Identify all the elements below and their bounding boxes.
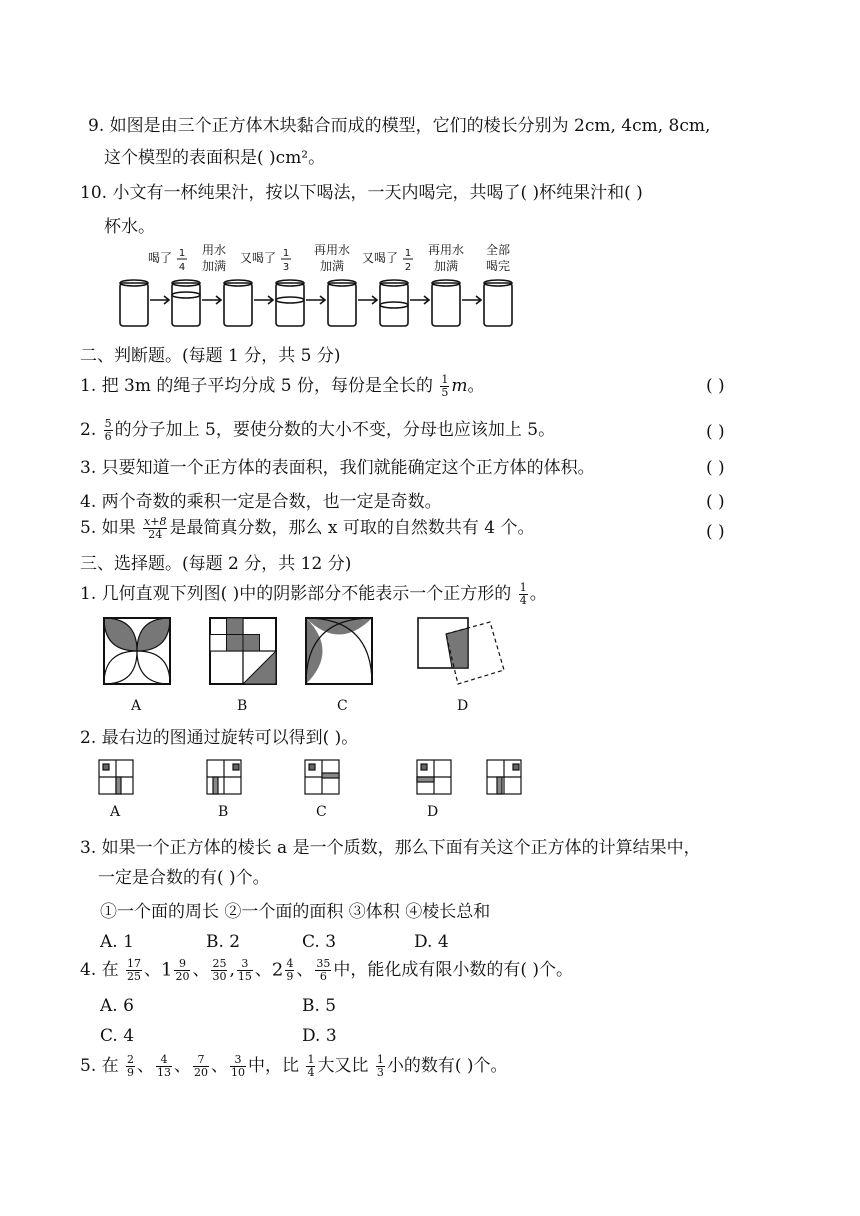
sec3-q3-opt-a[interactable]: A. 1 — [100, 932, 134, 952]
sec3-q5: 5. 在 $\frac{2}{9}$ 、 $\frac{4}{13}$ 、 $\frac{7}{20}$ 、 $\frac{3}{10}$ 中，比 $\frac{1}{4}$ 大又比 $\frac{1}{3}$ 小的数有( )个。 — [80, 1053, 508, 1079]
q2-figure-b — [207, 760, 241, 794]
sec2-q5-answer[interactable]: ( ) — [706, 522, 725, 542]
sec3-q4-opt-c[interactable]: C. 4 — [100, 1026, 135, 1046]
sec3-q2-label-c[interactable]: C — [316, 804, 327, 820]
step-fill-c2: 加满 — [433, 259, 459, 273]
sec3-q3-items: ①一个面的周长 ②一个面的面积 ③体积 ④棱长总和 — [100, 902, 491, 922]
sec3-q1-label-b[interactable]: B — [237, 698, 248, 714]
sec2-q2: 2. $\frac{5}{6}$ 的分子加上 5，要使分数的大小不变，分母也应该加上 5。 — [80, 417, 556, 443]
sec2-q1-answer[interactable]: ( ) — [706, 376, 725, 396]
step-drink-a: 喝了 — [147, 251, 173, 265]
sec3-q1: 1. 几何直观下列图( )中的阴影部分不能表示一个正方形的 $\frac{1}{4}$ 。 — [80, 581, 547, 607]
step-frac-b-d: 3 — [282, 262, 290, 273]
q2-figure-a — [99, 760, 133, 794]
sec3-q4-opt-a[interactable]: A. 6 — [100, 996, 134, 1016]
sec3-q4: 4. 在 $\frac{17}{25}$ 、1 $\frac{9}{20}$ 、 $\frac{25}{30}$ , $\frac{3}{15}$ 、2 $\frac{4}{9}$ 、 $\frac{35}{6}$ 中，能化成有限小数的有( )个。 — [80, 957, 574, 983]
step-fill-a1: 用水 — [201, 243, 227, 257]
step-fill-c1: 再用水 — [427, 243, 465, 257]
sec2-heading: 二、判断题。(每题 1 分，共 5 分) — [80, 346, 341, 366]
figure-a — [104, 618, 170, 684]
sec3-q2-label-b[interactable]: B — [218, 804, 229, 820]
cup-6 — [380, 280, 408, 326]
q2-figure-c — [305, 760, 339, 794]
arrow-3 — [254, 296, 273, 304]
sec3-q1-label-d[interactable]: D — [457, 698, 469, 714]
sec3-q1-label-a[interactable]: A — [131, 698, 142, 714]
cup-1 — [120, 280, 148, 326]
arrow-1 — [150, 296, 169, 304]
q2-figure-d — [417, 760, 451, 794]
step-fill-a2: 加满 — [201, 259, 227, 273]
sec3-q3-line2: 一定是合数的有( )个。 — [98, 868, 270, 888]
sec3-q4-opt-b[interactable]: B. 5 — [302, 996, 337, 1016]
step-drink-c: 又喝了 — [361, 251, 399, 265]
arrow-5 — [358, 296, 377, 304]
arrow-7 — [462, 296, 481, 304]
step-fill-b2: 加满 — [319, 259, 345, 273]
q9-line2: 这个模型的表面积是( )cm²。 — [104, 148, 326, 168]
cup-4 — [276, 280, 304, 326]
sec3-q3-opt-c[interactable]: C. 3 — [302, 932, 337, 952]
sec3-q3-opt-d[interactable]: D. 4 — [414, 932, 449, 952]
cup-2 — [172, 280, 200, 326]
step-frac-b-n: 1 — [282, 248, 290, 259]
sec2-q2-answer[interactable]: ( ) — [706, 422, 725, 442]
sec2-q3: 3. 只要知道一个正方体的表面积，我们就能确定这个正方体的体积。 — [80, 458, 595, 478]
cup-5 — [328, 280, 356, 326]
figure-d — [418, 618, 504, 684]
step-frac-c-n: 1 — [404, 248, 412, 259]
cup-7 — [432, 280, 460, 326]
sec2-q4: 4. 两个奇数的乘积一定是合数，也一定是奇数。 — [80, 492, 442, 512]
sec2-q1: 1. 把 3m 的绳子平均分成 5 份，每份是全长的 $\frac{1}{5}$ m。 — [80, 373, 485, 399]
q10-line2: 杯水。 — [104, 217, 155, 237]
sec2-q4-answer[interactable]: ( ) — [706, 492, 725, 512]
step-frac-c-d: 2 — [404, 262, 412, 273]
sec3-q4-opt-d[interactable]: D. 3 — [302, 1026, 337, 1046]
sec3-q2-label-d[interactable]: D — [427, 804, 439, 820]
step-frac-a-n: 1 — [178, 248, 186, 259]
arrow-6 — [410, 296, 429, 304]
step-end1: 全部 — [485, 243, 511, 257]
step-frac-a-d: 4 — [178, 262, 186, 273]
sec2-q3-answer[interactable]: ( ) — [706, 458, 725, 478]
sec3-q3-line1: 3. 如果一个正方体的棱长 a 是一个质数，那么下面有关这个正方体的计算结果中， — [80, 838, 701, 858]
sec3-q2-label-a[interactable]: A — [110, 804, 121, 820]
step-fill-b1: 再用水 — [313, 243, 351, 257]
arrow-4 — [306, 296, 325, 304]
q2-reference-figure — [487, 760, 521, 794]
step-drink-b: 又喝了 — [239, 251, 277, 265]
sec2-q5: 5. 如果 $\frac{x+8}{24}$ 是最简真分数，那么 x 可取的自然数共有 4 个。 — [80, 515, 535, 541]
q10-line1: 10. 小文有一杯纯果汁，按以下喝法，一天内喝完，共喝了( )杯纯果汁和( ) — [80, 183, 643, 203]
cup-sequence-diagram — [110, 238, 540, 334]
figure-c — [306, 618, 372, 684]
sec3-q3-opt-b[interactable]: B. 2 — [206, 932, 241, 952]
sec3-heading: 三、选择题。(每题 2 分，共 12 分) — [80, 554, 352, 574]
cup-8 — [484, 280, 512, 326]
q9-line1: 9. 如图是由三个正方体木块黏合而成的模型，它们的棱长分别为 2cm, 4cm, 8cm, — [88, 116, 711, 136]
cup-3 — [224, 280, 252, 326]
step-end2: 喝完 — [485, 259, 511, 273]
sec3-q2-figures — [95, 756, 535, 800]
figure-b — [210, 618, 276, 684]
sec3-q2: 2. 最右边的图通过旋转可以得到( )。 — [80, 728, 359, 748]
sec3-q1-label-c[interactable]: C — [337, 698, 348, 714]
arrow-2 — [202, 296, 221, 304]
sec3-q1-figures — [100, 614, 520, 694]
